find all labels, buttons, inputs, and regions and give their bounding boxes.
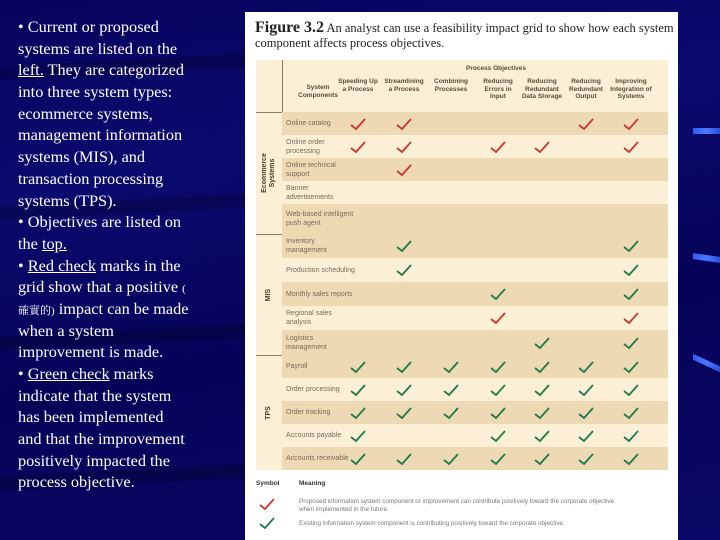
row-label: Order processing [286, 386, 340, 393]
red-check-icon [395, 117, 413, 131]
text-segment: into three system types: [18, 82, 173, 102]
green-check-icon [258, 516, 276, 530]
green-check-icon [489, 406, 507, 420]
row-label: Inventory management [286, 238, 327, 254]
green-check-icon [395, 263, 413, 277]
text-segment: systems (TPS). [18, 190, 117, 210]
green-check-icon [442, 452, 460, 466]
green-check-icon [442, 406, 460, 420]
text-segment: process objective. [18, 472, 135, 492]
row-label: Online technical support [286, 161, 336, 178]
text-line [18, 255, 244, 277]
row-label: Online order processing [286, 138, 325, 155]
figure-panel [245, 12, 678, 540]
red-check-icon [489, 140, 507, 154]
text-line [18, 450, 244, 472]
legend-meaning-header: Meaning [299, 480, 326, 487]
green-check-icon [622, 239, 640, 253]
green-check-icon [533, 383, 551, 397]
green-check-icon [489, 452, 507, 466]
green-check-icon [489, 360, 507, 374]
row-label: Accounts receivable [286, 455, 349, 462]
green-check-icon [349, 383, 367, 397]
text-line [18, 385, 244, 407]
red-check-icon [395, 163, 413, 177]
text-line [18, 276, 244, 298]
row-label: Monthly sales reports [286, 290, 353, 298]
row-label: Banner advertisements [286, 184, 334, 201]
green-check-icon [349, 360, 367, 374]
underlined-term: left. [18, 60, 44, 80]
text-line [18, 320, 244, 342]
green-check-icon [622, 429, 640, 443]
text-line [18, 190, 244, 212]
green-check-icon [577, 452, 595, 466]
green-check-icon [622, 263, 640, 277]
objective-header: Reducing Redundant Data Storage [521, 78, 563, 100]
text-segment: • [18, 364, 28, 383]
text-line [18, 124, 244, 146]
text-segment: positively impacted the [18, 450, 170, 470]
text-segment: 確實的) [18, 304, 55, 317]
text-line [18, 428, 244, 450]
green-check-icon [577, 360, 595, 374]
text-segment: grid show that a positive [18, 277, 183, 297]
group-name: Ecommerce Systems [261, 153, 277, 193]
objective-header: Combining Processes [434, 78, 468, 93]
green-check-icon [489, 383, 507, 397]
red-check-icon [622, 117, 640, 131]
row-label: Accounts payable [286, 432, 342, 439]
text-line [18, 146, 244, 168]
green-check-icon [533, 452, 551, 466]
red-check-icon [622, 311, 640, 325]
green-check-icon [622, 452, 640, 466]
text-line [18, 406, 244, 428]
feasibility-impact-grid [256, 60, 668, 470]
row-label: Regional sales analysis [286, 310, 332, 326]
green-check-icon [622, 383, 640, 397]
green-check-icon [349, 406, 367, 420]
text-segment: • [18, 255, 28, 275]
text-segment: • Objectives are listed on [18, 212, 182, 232]
red-check-icon [533, 140, 551, 154]
text-line [18, 16, 244, 38]
text-segment: systems (MIS), and [18, 147, 146, 167]
text-line [18, 168, 244, 190]
red-check-icon [489, 311, 507, 325]
green-check-icon [622, 406, 640, 420]
green-check-icon [489, 429, 507, 443]
text-line [18, 233, 244, 255]
text-segment: management information [18, 125, 183, 145]
underlined-term: Red check [27, 255, 97, 275]
decorative-bar [693, 354, 720, 373]
green-check-icon [395, 360, 413, 374]
green-check-icon [395, 406, 413, 420]
components-header: System Components [298, 84, 338, 99]
objective-header: Reducing Redundant Output [569, 78, 603, 100]
figure-caption [255, 20, 675, 51]
group-label [256, 234, 282, 355]
red-check-icon [258, 497, 276, 511]
slide-bullet-text [18, 16, 244, 493]
group-label [256, 112, 282, 234]
red-check-icon [349, 140, 367, 154]
objective-header: Speeding Up a Process [338, 78, 378, 93]
green-check-icon [622, 360, 640, 374]
row-label: Web-based intelligent push agent [286, 211, 354, 227]
figure-caption-text: An analyst can use a feasibility impact grid to show how each system component affects process objectives. [255, 21, 674, 50]
text-line [18, 103, 244, 125]
process-objectives-label: Process Objectives [466, 65, 526, 72]
row-label: Production scheduling [286, 266, 355, 274]
text-line [18, 363, 244, 385]
text-segment: impact can be made [54, 298, 189, 318]
decorative-bar [693, 253, 720, 263]
underlined-term: Green check [27, 364, 110, 383]
text-line [18, 81, 244, 103]
text-line [18, 298, 244, 320]
green-check-icon [442, 383, 460, 397]
green-check-icon [489, 287, 507, 301]
text-segment: and that the improvement [18, 429, 185, 449]
green-check-icon [577, 429, 595, 443]
legend-green-meaning: Existing information system component is contributing positively toward the corporate objective. [299, 520, 565, 527]
text-segment: transaction processing [18, 168, 164, 188]
figure-number: Figure 3.2 [255, 19, 325, 36]
text-line [18, 38, 244, 60]
red-check-icon [395, 140, 413, 154]
red-check-icon [622, 140, 640, 154]
text-segment: ( [182, 283, 186, 296]
green-check-icon [395, 452, 413, 466]
underlined-term: top. [41, 233, 67, 253]
text-segment: They are categorized [43, 60, 185, 80]
green-check-icon [533, 406, 551, 420]
green-check-icon [395, 239, 413, 253]
text-segment: when a system [18, 320, 114, 340]
row-label: Order tracking [286, 409, 331, 416]
row-label: Payroll [286, 363, 308, 370]
green-check-icon [533, 336, 551, 350]
legend-red-meaning: Proposed information system component or improvement can contribute positively toward the corporate objective when implemented in the future. [299, 498, 615, 513]
red-check-icon [577, 117, 595, 131]
green-check-icon [395, 383, 413, 397]
group-name: MIS [264, 288, 272, 301]
text-line [18, 59, 244, 81]
green-check-icon [622, 287, 640, 301]
red-check-icon [349, 117, 367, 131]
green-check-icon [349, 429, 367, 443]
text-line [18, 211, 244, 233]
row-label: Online catalog [286, 120, 331, 127]
decorative-bar [693, 128, 720, 134]
text-segment: marks [109, 364, 154, 383]
text-line [18, 341, 244, 363]
objective-header: Streamlining a Process [384, 78, 424, 93]
green-check-icon [442, 360, 460, 374]
green-check-icon [533, 360, 551, 374]
green-check-icon [577, 383, 595, 397]
objective-header: Improving Integration of Systems [610, 78, 652, 100]
green-check-icon [533, 429, 551, 443]
group-name: TPS [265, 405, 272, 420]
text-segment: improvement is made. [18, 342, 164, 362]
objective-header: Reducing Errors in Input [483, 78, 513, 100]
green-check-icon [349, 452, 367, 466]
text-segment: the [18, 233, 42, 253]
text-segment: indicate that the system [18, 385, 172, 405]
text-line [18, 471, 244, 493]
green-check-icon [622, 336, 640, 350]
group-label [256, 355, 282, 470]
text-segment: ecommerce systems, [18, 103, 153, 123]
legend-symbol-header: Symbol [256, 480, 280, 487]
text-segment: systems are listed on the [18, 38, 178, 58]
text-segment: • Current or proposed [18, 17, 159, 36]
text-segment: marks in the [96, 255, 181, 275]
green-check-icon [577, 406, 595, 420]
row-label: Logistics management [286, 334, 327, 351]
text-segment: has been implemented [18, 407, 164, 427]
